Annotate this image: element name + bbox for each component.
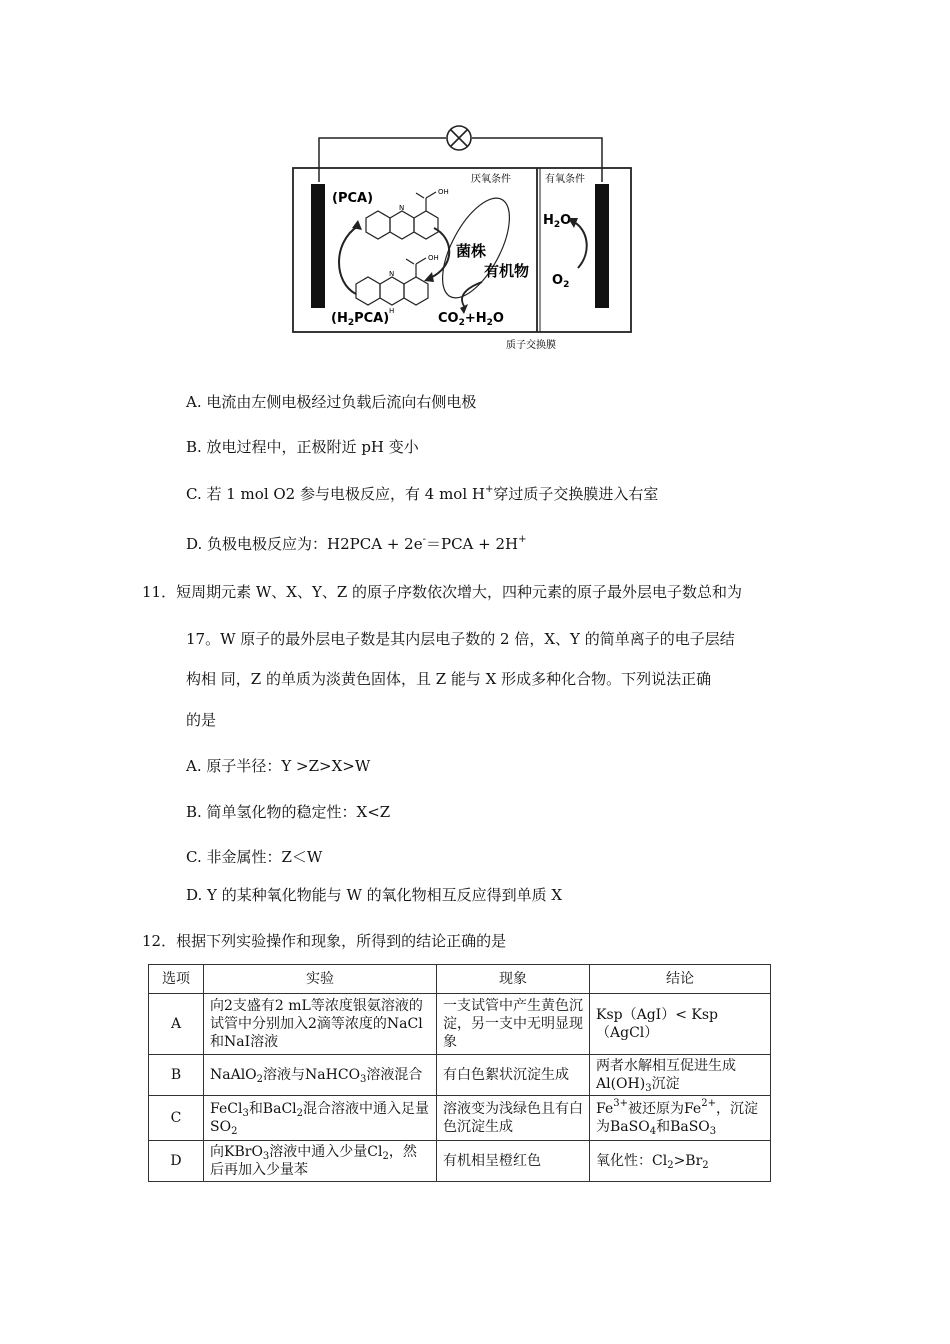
h2o-label: $H_2O$ (543, 213, 572, 230)
table-row (149, 994, 771, 1055)
q11-option-a: A. 原子半径：Y >Z>X>W (186, 757, 371, 775)
table-row (149, 1055, 771, 1096)
aerobic-label: 有氧条件 (545, 174, 585, 185)
row-phenomenon: 有机相呈橙红色 (437, 1141, 590, 1182)
h2pca-label: $(H_2PCA)$ (331, 311, 390, 328)
row-experiment: 向KBrO$_3$溶液中通入少量$Cl_2$，然后再加入少量苯 (204, 1141, 437, 1182)
svg-text:H: H (389, 307, 395, 315)
table-row (149, 1096, 771, 1141)
q10-option-b: B. 放电过程中，正极附近 pH 变小 (186, 438, 419, 456)
svg-text:OH: OH (428, 254, 439, 262)
anaerobic-label: 厌氧条件 (471, 174, 511, 185)
experiment-table (148, 964, 771, 1182)
co2-h2o-label: $CO_2+H_2O$ (438, 311, 504, 328)
o2-to-h2o-arrow (574, 222, 587, 268)
right-electrode (595, 184, 609, 308)
header-experiment: 实验 (204, 965, 437, 994)
external-wire (319, 138, 446, 182)
svg-text:N: N (399, 204, 405, 212)
pca-molecule (366, 192, 438, 239)
q12-stem: 12．根据下列实验操作和现象，所得到的结论正确的是 (142, 932, 507, 950)
row-option: B (149, 1055, 204, 1096)
organic-arrow (462, 282, 482, 306)
q11-stem-line4: 的是 (186, 711, 217, 729)
row-conclusion: 氧化性：$Cl_2>Br_2$ (590, 1141, 771, 1182)
lamp-icon (447, 126, 471, 150)
q11-stem-line2: 17。W 原子的最外层电子数是其内层电子数的 2 倍，X、Y 的简单离子的电子层结 (186, 630, 735, 648)
row-experiment: FeCl$_3$和BaCl$_2$混合溶液中通入足量$SO_2$ (204, 1096, 437, 1141)
bacteria-label: 菌株 (456, 242, 487, 260)
header-conclusion: 结论 (590, 965, 771, 994)
row-experiment: 向2支盛有2 mL等浓度银氨溶液的试管中分别加入2滴等浓度的NaCl和NaI溶液 (204, 994, 437, 1055)
q11-option-b: B. 简单氢化物的稳定性：X<Z (186, 803, 391, 821)
row-conclusion: 两者水解相互促进生成$Al(OH)_3$沉淀 (590, 1055, 771, 1096)
q10-option-c: C. 若 1 mol O2 参与电极反应，有 4 mol H+穿过质子交换膜进入右室 (186, 484, 659, 503)
fuel-cell-diagram (286, 118, 646, 358)
row-experiment: NaAlO$_2$溶液与NaHCO$_3$溶液混合 (204, 1055, 437, 1096)
q11-stem-line3: 构相 同，Z 的单质为淡黄色固体，且 Z 能与 X 形成多种化合物。下列说法正确 (186, 670, 712, 688)
header-phenomenon: 现象 (437, 965, 590, 994)
h2pca-molecule (356, 258, 428, 305)
row-option: D (149, 1141, 204, 1182)
o2-label: $O_2$ (552, 273, 570, 290)
svg-text:OH: OH (438, 188, 449, 196)
row-phenomenon: 有白色絮状沉淀生成 (437, 1055, 590, 1096)
left-electrode (311, 184, 325, 308)
header-option: 选项 (149, 965, 204, 994)
row-option: C (149, 1096, 204, 1141)
row-option: A (149, 994, 204, 1055)
organic-label: 有机物 (484, 262, 530, 280)
pca-label: (PCA) (332, 191, 374, 206)
row-conclusion: $Fe^{3+}$被还原为$Fe^{2+}$，沉淀为BaSO$_4$和BaSO$_3$ (590, 1096, 771, 1141)
reduction-arrow (339, 226, 358, 294)
row-phenomenon: 一支试管中产生黄色沉淀，另一支中无明显现象 (437, 994, 590, 1055)
row-conclusion: Ksp（AgI）< Ksp（AgCl） (590, 994, 771, 1055)
q10-option-a: A. 电流由左侧电极经过负载后流向右侧电极 (186, 393, 477, 411)
q11-stem-line1: 11．短周期元素 W、X、Y、Z 的原子序数依次增大，四种元素的原子最外层电子数总和为 (142, 583, 743, 601)
q10-option-d: D. 负极电极反应为：H2PCA + 2e-＝PCA + 2H+ (186, 534, 527, 553)
membrane-label: 质子交换膜 (506, 340, 556, 351)
svg-text:N: N (389, 270, 395, 278)
table-header-row (149, 965, 771, 994)
q11-option-d: D. Y 的某种氧化物能与 W 的氧化物相互反应得到单质 X (186, 886, 563, 904)
row-phenomenon: 溶液变为浅绿色且有白色沉淀生成 (437, 1096, 590, 1141)
table-row (149, 1141, 771, 1182)
q11-option-c: C. 非金属性：Z＜W (186, 848, 323, 866)
